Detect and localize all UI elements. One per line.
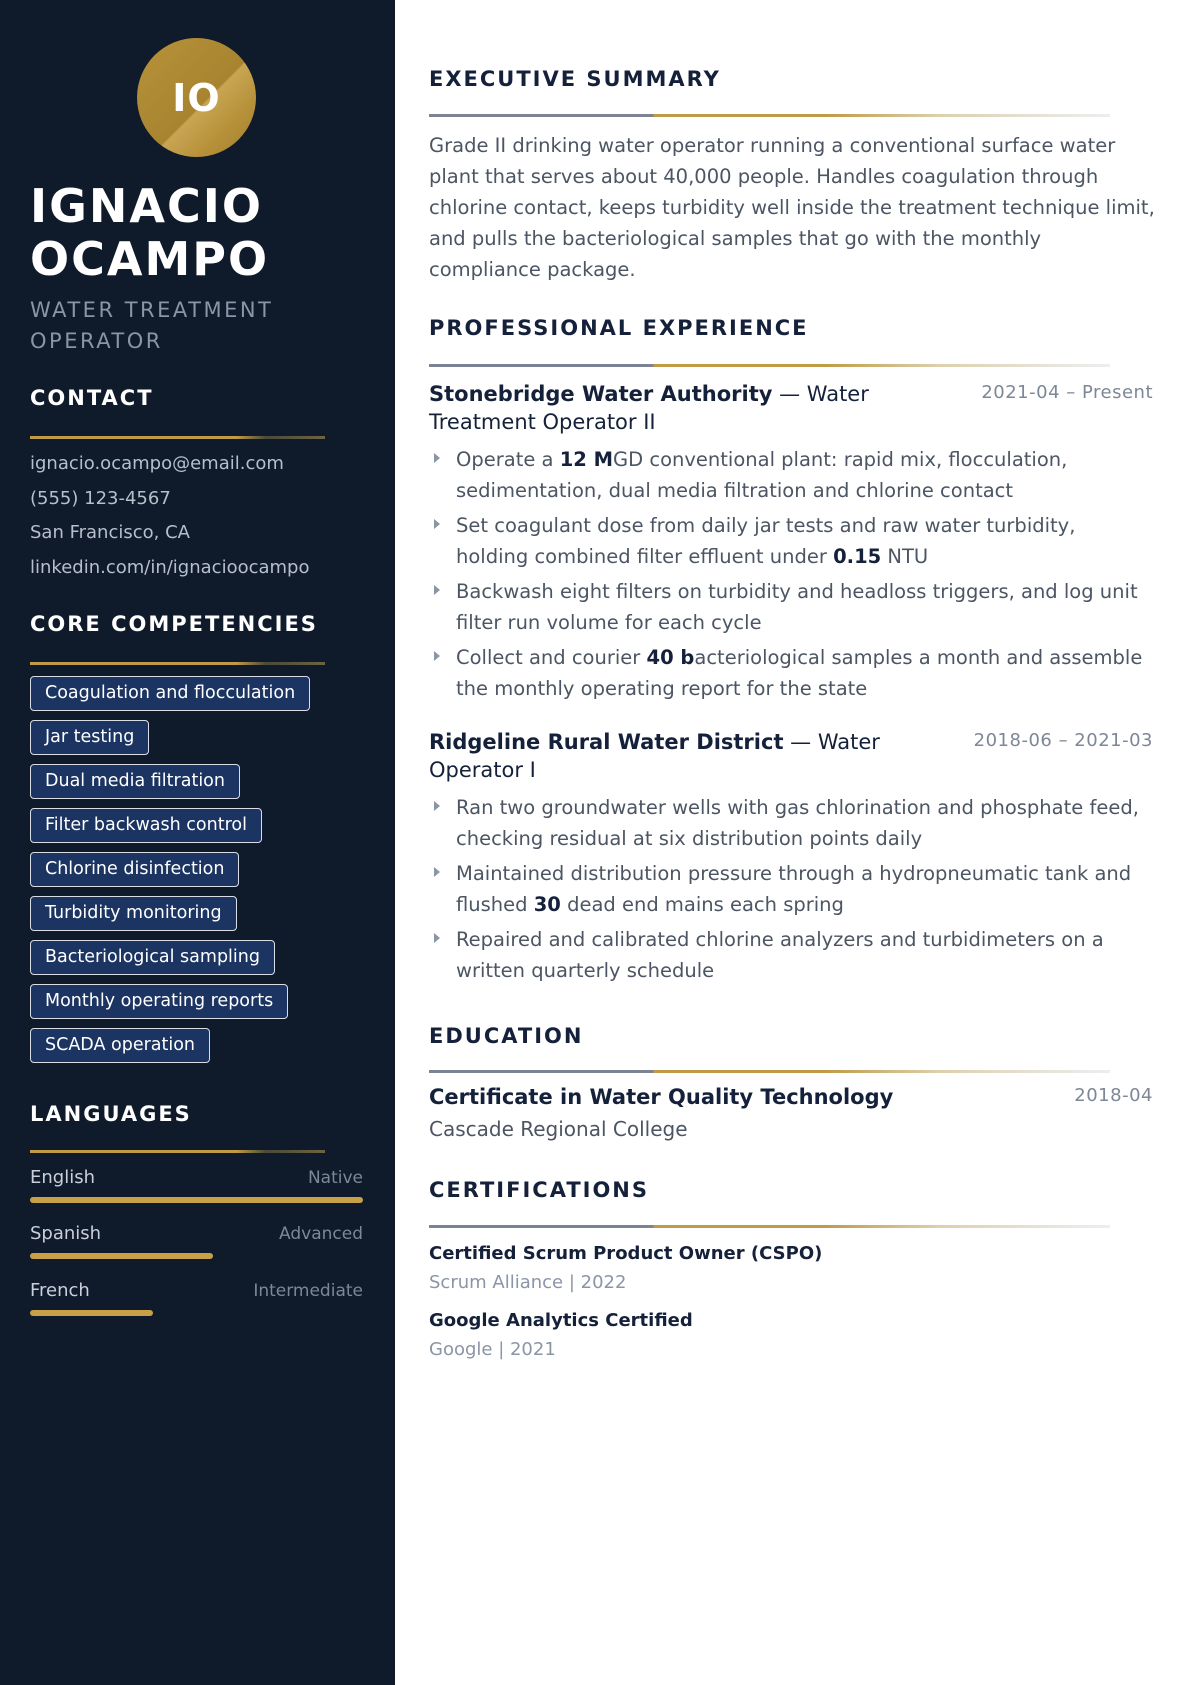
skill-tag: Bacteriological sampling — [30, 940, 275, 975]
bullet-text: NTU — [881, 545, 929, 568]
bullet-text: Set coagulant dose from daily jar tests and raw water turbidity, holding combined filter effluent under — [456, 514, 1076, 568]
language-bar-fill — [30, 1310, 153, 1316]
bullet-text: Ran two groundwater wells with gas chlorination and phosphate feed, checking residual at six distribution points daily — [456, 796, 1139, 850]
contact-divider — [30, 436, 325, 439]
job-bullet — [429, 642, 1153, 704]
language-item — [30, 1279, 363, 1316]
summary-heading: EXECUTIVE SUMMARY — [429, 67, 721, 91]
education-entry — [429, 1083, 1153, 1144]
job-date: 2018-06 – 2021-03 — [973, 730, 1153, 751]
job-position: — Water Operator I — [429, 730, 880, 782]
candidate-role: WATER TREATMENT OPERATOR — [30, 298, 274, 353]
language-bar — [30, 1310, 363, 1316]
language-bar — [30, 1197, 363, 1203]
job-bullet — [429, 510, 1153, 572]
languages-heading: LANGUAGES — [30, 1102, 192, 1126]
certification-meta: Google | 2021 — [429, 1339, 556, 1360]
language-level: Advanced — [279, 1224, 363, 1244]
languages-divider — [30, 1150, 325, 1153]
skill-tag: Coagulation and flocculation — [30, 676, 310, 711]
bullet-highlight: 40 b — [646, 646, 695, 669]
contact-heading: CONTACT — [30, 386, 154, 410]
job-date: 2021-04 – Present — [981, 382, 1153, 403]
bullet-text: acteriological samples a month and assemble the monthly operating report for the state — [456, 646, 1143, 700]
candidate-name — [30, 180, 370, 286]
education-divider — [429, 1070, 1110, 1073]
job-bullets — [429, 444, 1153, 704]
skill-tag: Monthly operating reports — [30, 984, 288, 1019]
bullet-highlight: 12 M — [559, 448, 614, 471]
bullet-text: GD conventional plant: rapid mix, flocculation, sedimentation, dual media filtration and chlorine contact — [456, 448, 1068, 502]
bullet-highlight: 0.15 — [833, 545, 882, 568]
job-bullet — [429, 576, 1153, 638]
sidebar — [0, 0, 395, 1685]
job-entry — [429, 728, 1153, 990]
language-name: French — [30, 1280, 90, 1301]
language-name: Spanish — [30, 1223, 102, 1244]
skill-tag: Dual media filtration — [30, 764, 240, 799]
job-bullet — [429, 792, 1153, 854]
bullet-text: Collect and courier — [456, 646, 647, 669]
language-name: English — [30, 1167, 95, 1188]
language-item — [30, 1222, 363, 1259]
job-bullet — [429, 924, 1153, 986]
certification-entry — [429, 1309, 1153, 1363]
certification-name: Certified Scrum Product Owner (CSPO) — [429, 1243, 823, 1264]
language-bar — [30, 1253, 363, 1259]
contact-phone[interactable]: (555) 123-4567 — [30, 487, 171, 509]
contact-list — [30, 451, 310, 589]
summary-divider — [429, 114, 1110, 117]
job-entry — [429, 380, 1153, 708]
skills-list — [30, 676, 375, 1072]
skill-tag: Jar testing — [30, 720, 149, 755]
education-heading: EDUCATION — [429, 1024, 584, 1048]
job-bullets — [429, 792, 1153, 986]
job-title — [429, 728, 899, 784]
skill-tag: SCADA operation — [30, 1028, 210, 1063]
language-level: Native — [307, 1168, 363, 1188]
certifications-divider — [429, 1225, 1110, 1228]
education-school: Cascade Regional College — [429, 1117, 688, 1141]
contact-email[interactable]: ignacio.ocampo@email.com — [30, 453, 284, 474]
education-date: 2018-04 — [1074, 1085, 1153, 1106]
language-bar-fill — [30, 1197, 363, 1203]
job-position: — Water Treatment Operator II — [429, 382, 869, 434]
competencies-heading: CORE COMPETENCIES — [30, 612, 318, 636]
certifications-heading: CERTIFICATIONS — [429, 1178, 650, 1202]
bullet-text: Backwash eight filters on turbidity and headloss triggers, and log unit filter run volume for each cycle — [456, 580, 1138, 634]
certification-entry — [429, 1242, 1153, 1296]
job-title — [429, 380, 899, 436]
first-name: IGNACIO — [30, 179, 263, 233]
bullet-text: Maintained distribution pressure through a hydropneumatic tank and flushed — [456, 862, 1132, 916]
bullet-text: Repaired and calibrated chlorine analyzers and turbidimeters on a written quarterly schedule — [456, 928, 1104, 982]
experience-divider — [429, 364, 1110, 367]
contact-location: San Francisco, CA — [30, 522, 190, 543]
avatar-initials: IO — [172, 75, 221, 120]
education-degree: Certificate in Water Quality Technology — [429, 1085, 894, 1109]
bullet-text: Operate a — [456, 448, 560, 471]
language-item — [30, 1166, 363, 1203]
certification-meta: Scrum Alliance | 2022 — [429, 1272, 627, 1293]
experience-heading: PROFESSIONAL EXPERIENCE — [429, 316, 809, 340]
skill-tag: Chlorine disinfection — [30, 852, 239, 887]
contact-linkedin[interactable]: linkedin.com/in/ignacioocampo — [30, 556, 310, 578]
language-level: Intermediate — [253, 1281, 363, 1301]
job-org: Ridgeline Rural Water District — [429, 730, 784, 754]
bullet-text: dead end mains each spring — [560, 893, 844, 916]
job-org: Stonebridge Water Authority — [429, 382, 773, 406]
certification-name: Google Analytics Certified — [429, 1310, 693, 1331]
job-bullet — [429, 858, 1153, 920]
language-bar-fill — [30, 1253, 213, 1259]
skill-tag: Turbidity monitoring — [30, 896, 237, 931]
job-bullet — [429, 444, 1153, 506]
competencies-divider — [30, 662, 325, 665]
skill-tag: Filter backwash control — [30, 808, 262, 843]
avatar — [137, 38, 256, 157]
last-name: OCAMPO — [30, 232, 270, 286]
bullet-highlight: 30 — [533, 893, 561, 916]
summary-text: Grade II drinking water operator running a conventional surface water plant that serves about 40,000 people. Handles coagulation through chlorine contact, keeps turbidity well inside the treatment technique limit, and pulls the bacteriological samples that go with the monthly compliance package. — [429, 134, 1155, 281]
